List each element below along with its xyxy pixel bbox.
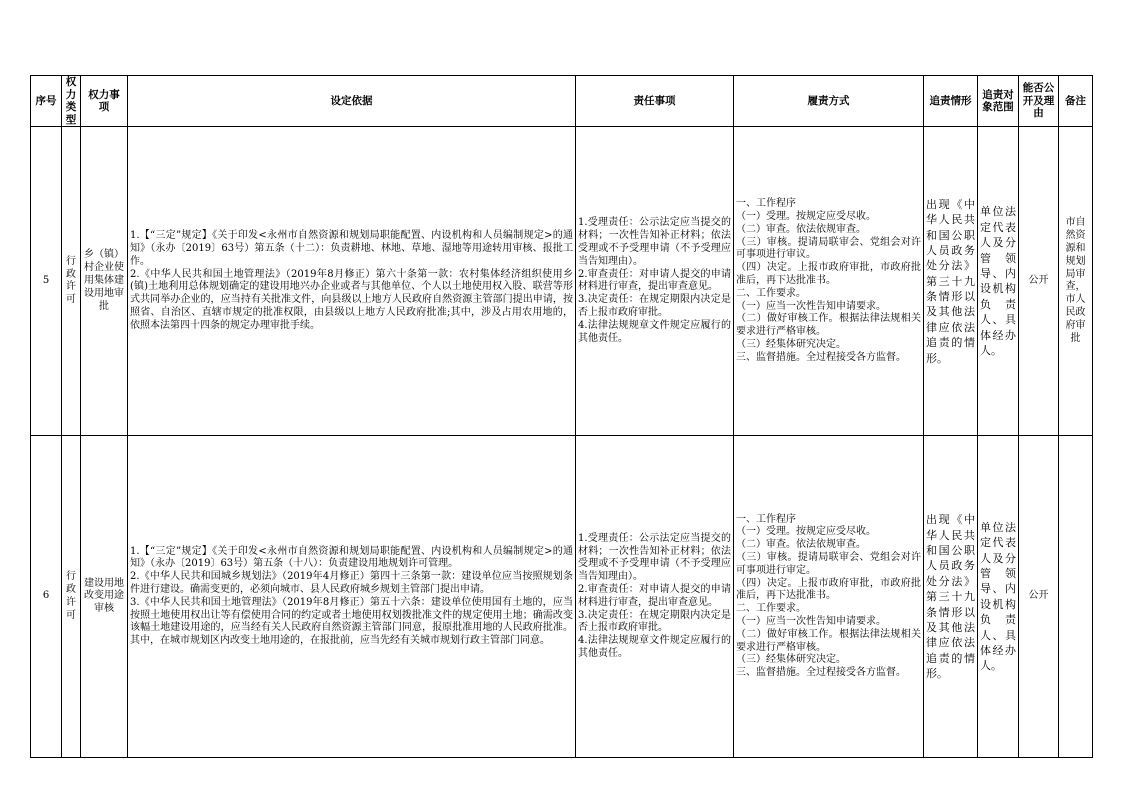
method-line: （一）受理。按规定应受尽收。 — [736, 526, 876, 538]
row-remark: 市自然资源和规划局审查，市人民政府审批 — [1059, 127, 1093, 436]
row-basis — [128, 436, 576, 758]
responsibility-line: 4.法律法规规章文件规定应履行的其他责任。 — [578, 319, 731, 344]
method-line: 二、工作要求。 — [736, 603, 806, 615]
row-type: 行政许可 — [62, 127, 81, 436]
header-type: 权力类型 — [62, 76, 81, 127]
row-basis — [128, 127, 576, 436]
row-method — [734, 436, 924, 758]
method-line: 一、工作程序 — [736, 198, 796, 210]
header-public: 能否公开及理由 — [1019, 76, 1059, 127]
basis-line: 1.【“三定”规定】《关于印发<永州市自然资源和规划局职能配置、内设机构和人员编制规定>的通知》（永办〔2019〕63号）第五条（十八）：负责建设用地规划许可管理。 — [130, 545, 573, 570]
header-item: 权力事项 — [81, 76, 128, 127]
method-line: （二）审查。依法依规审查。 — [736, 539, 866, 551]
basis-line: 2.《中华人民共和国城乡规划法》（2019年4月修正）第四十三条第一款：建设单位应当按照规划条件进行建设。确需变更的，必须向城市、县人民政府城乡规划主管部门提出申请。 — [130, 571, 573, 596]
method-line: （二）做好审核工作。根据法律法规相关要求进行严格审核。 — [736, 313, 921, 338]
header-basis: 设定依据 — [128, 76, 576, 127]
responsibility-line: 2.审查责任：对申请人提交的申请材料进行审查，提出审查意见。 — [578, 584, 731, 608]
method-line: （二）审查。依法依规审查。 — [736, 223, 866, 235]
method-line: （三）经集体研究决定。 — [736, 338, 846, 350]
responsibility-line: 1.受理责任：公示法定应当提交的材料；一次性告知补正材料；依法受理或不予受理申请（不予受理应当告知理由）。 — [578, 217, 731, 267]
row-scope: 单位法定代表人及分管领导、内设机构负责人、具体经办人。 — [978, 436, 1019, 758]
method-line: （三）经集体研究决定。 — [736, 654, 846, 666]
method-line: （四）决定。上报市政府审批，市政府批准后，再下达批准书。 — [736, 577, 921, 602]
row-responsibility — [576, 127, 734, 436]
row-public: 公开 — [1019, 436, 1059, 758]
method-line: 二、工作要求。 — [736, 287, 806, 299]
row-item: 乡（镇）村企业使用集体建设用地审批 — [81, 127, 128, 436]
method-line: （二）做好审核工作。根据法律法规相关要求进行严格审核。 — [736, 628, 921, 653]
responsibility-line: 3.决定责任：在规定期限内决定是否上报市政府审批。 — [578, 609, 731, 634]
method-line: （一）应当一次性告知申请要求。 — [736, 616, 886, 628]
basis-line: 2.《中华人民共和国土地管理法》（2019年8月修正）第六十条第一款：农村集体经济组织使用乡(镇)土地利用总体规划确定的建设用地兴办企业或者与其他单位、个人以土地使用权入股、联营等形式共同举办企业的，应当持有关批准文件，向县级以上地方人民政府自然资源主管部门提出申请，按照省、自治区、直辖市规定的批准权限，由县级以上地方人民政府批准;其中，涉及占用农用地的，依照本法第四十四条的规定办理审批手续。 — [130, 268, 573, 331]
row-no: 6 — [31, 436, 62, 758]
row-item: 建设用地改变用途审核 — [81, 436, 128, 758]
method-line: 三、监督措施。全过程接受各方监督。 — [736, 667, 906, 679]
table-row — [31, 127, 1093, 436]
header-method: 履责方式 — [734, 76, 924, 127]
method-line: （三）审核。提请局联审会、党组会对许可事项进行审定。 — [736, 552, 921, 576]
header-no: 序号 — [31, 76, 62, 127]
basis-line: 3.《中华人民共和国土地管理法》（2019年8月修正）第五十六条：建设单位使用国有土地的，应当按照土地使用权出让等有偿使用合同的约定或者土地使用权划拨批准文件的规定使用土地；确需改变该幅土地建设用途的，应当经有关人民政府自然资源主管部门同意，报原批准用地的人民政府批准。其中，在城市规划区内改变土地用途的，在报批前，应当先经有关城市规划行政主管部门同意。 — [130, 596, 573, 647]
row-remark — [1059, 436, 1093, 758]
row-responsibility — [576, 436, 734, 758]
responsibility-line: 1.受理责任：公示法定应当提交的材料；一次性告知补正材料；依法受理或不予受理申请（不予受理应当告知理由）。 — [578, 532, 731, 583]
row-scope: 单位法定代表人及分管领导、内设机构负责人、具体经办人。 — [978, 127, 1019, 436]
header-row — [31, 76, 1093, 127]
row-type: 行政许可 — [62, 436, 81, 758]
basis-line: 1.【“三定”规定】《关于印发<永州市自然资源和规划局职能配置、内设机构和人员编制规定>的通知》（永办〔2019〕63号）第五条（十二）：负责耕地、林地、草地、湿地等用途转用审核、报批工作。 — [130, 230, 573, 267]
responsibility-line: 4.法律法规规章文件规定应履行的其他责任。 — [578, 635, 731, 660]
method-line: （三）审核。提请局联审会、党组会对许可事项进行审议。 — [736, 236, 921, 261]
header-responsibility: 责任事项 — [576, 76, 734, 127]
responsibility-line: 2.审查责任：对申请人提交的申请材料进行审查，提出审查意见。 — [578, 268, 731, 293]
responsibility-line: 3.决定责任：在规定期限内决定是否上报市政府审批。 — [578, 294, 731, 318]
row-method — [734, 127, 924, 436]
table-row — [31, 436, 1093, 758]
method-line: 一、工作程序 — [736, 513, 796, 525]
method-line: （一）受理。按规定应受尽收。 — [736, 210, 876, 222]
method-line: （四）决定。上报市政府审批，市政府批准后，再下达批准书。 — [736, 262, 921, 286]
header-accountability: 追责情形 — [924, 76, 978, 127]
row-accountability: 出现《中华人民共和国公职人员政务处分法》第三十九条情形以及其他法律应依法追责的情形。 — [924, 127, 978, 436]
header-scope: 追责对象范围 — [978, 76, 1019, 127]
method-line: 三、监督措施。全过程接受各方监督。 — [736, 351, 906, 363]
row-accountability: 出现《中华人民共和国公职人员政务处分法》第三十九条情形以及其他法律应依法追责的情形。 — [924, 436, 978, 758]
method-line: （一）应当一次性告知申请要求。 — [736, 300, 886, 312]
power-list-table — [30, 75, 1093, 758]
row-public: 公开 — [1019, 127, 1059, 436]
row-no: 5 — [31, 127, 62, 436]
header-remark: 备注 — [1059, 76, 1093, 127]
